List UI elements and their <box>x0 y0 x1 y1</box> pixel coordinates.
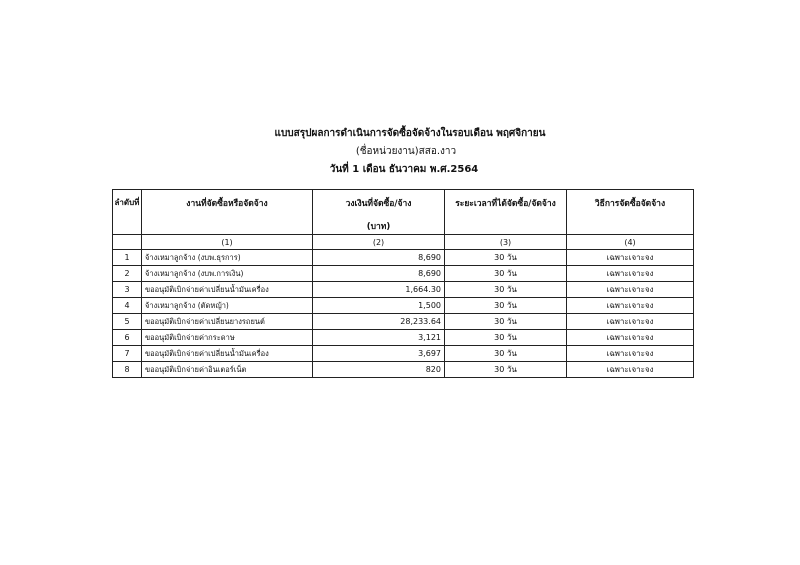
row-method: เฉพาะเจาะจง <box>567 298 694 314</box>
row-period: 30 วัน <box>445 266 567 282</box>
row-task: ขออนุมัติเบิกจ่ายค่าเปลี่ยนยางรถยนต์ <box>142 314 313 330</box>
document-title: แบบสรุปผลการดำเนินการจัดซื้อจัดจ้างในรอบเดือน พฤศจิกายน <box>274 128 546 139</box>
header-period: ระยะเวลาที่ได้จัดซื้อ/จัดจ้าง <box>445 190 567 235</box>
column-number: (1) <box>142 235 313 250</box>
row-number: 5 <box>113 314 142 330</box>
table-row <box>113 314 694 330</box>
row-method: เฉพาะเจาะจง <box>567 266 694 282</box>
row-method: เฉพาะเจาะจง <box>567 282 694 298</box>
table-row <box>113 362 694 378</box>
row-period: 30 วัน <box>445 282 567 298</box>
header-no: ลำดับที่ <box>113 190 142 235</box>
row-amount: 8,690 <box>313 250 445 266</box>
row-amount: 28,233.64 <box>313 314 445 330</box>
table-row <box>113 330 694 346</box>
row-number: 3 <box>113 282 142 298</box>
column-number: (2) <box>313 235 445 250</box>
row-task: ขออนุมัติเบิกจ่ายค่ากระดาษ <box>142 330 313 346</box>
row-task: ขออนุมัติเบิกจ่ายค่าอินเตอร์เน็ต <box>142 362 313 378</box>
column-number-blank <box>113 235 142 250</box>
row-period: 30 วัน <box>445 250 567 266</box>
row-number: 4 <box>113 298 142 314</box>
table-row <box>113 346 694 362</box>
row-task: ขออนุมัติเบิกจ่ายค่าเปลี่ยนน้ำมันเครื่อง <box>142 282 313 298</box>
row-task: ขออนุมัติเบิกจ่ายค่าเปลี่ยนน้ำมันเครื่อง <box>142 346 313 362</box>
header-method: วิธีการจัดซื้อจัดจ้าง <box>567 190 694 235</box>
table-body <box>113 250 694 378</box>
column-number: (3) <box>445 235 567 250</box>
row-task: จ้างเหมาลูกจ้าง (งบพ.ธุรการ) <box>142 250 313 266</box>
table-row <box>113 250 694 266</box>
header-budget-label: วงเงินที่จัดซื้อ/จ้าง <box>345 199 412 209</box>
table-header-row <box>113 190 694 235</box>
row-task: จ้างเหมาลูกจ้าง (ตัดหญ้า) <box>142 298 313 314</box>
row-period: 30 วัน <box>445 330 567 346</box>
row-amount: 3,121 <box>313 330 445 346</box>
row-period: 30 วัน <box>445 298 567 314</box>
header-task: งานที่จัดซื้อหรือจัดจ้าง <box>142 190 313 235</box>
procurement-summary-table <box>112 189 694 378</box>
row-method: เฉพาะเจาะจง <box>567 362 694 378</box>
document-date: วันที่ 1 เดือน ธันวาคม พ.ศ.2564 <box>329 164 479 175</box>
row-task: จ้างเหมาลูกจ้าง (งบพ.การเงิน) <box>142 266 313 282</box>
row-method: เฉพาะเจาะจง <box>567 314 694 330</box>
row-number: 7 <box>113 346 142 362</box>
row-period: 30 วัน <box>445 346 567 362</box>
table-row <box>113 298 694 314</box>
header-budget-unit: (บาท) <box>366 222 391 232</box>
table-row <box>113 282 694 298</box>
row-method: เฉพาะเจาะจง <box>567 346 694 362</box>
row-number: 8 <box>113 362 142 378</box>
row-method: เฉพาะเจาะจง <box>567 330 694 346</box>
row-amount: 820 <box>313 362 445 378</box>
row-period: 30 วัน <box>445 314 567 330</box>
table-row <box>113 266 694 282</box>
column-number: (4) <box>567 235 694 250</box>
column-number-row <box>113 235 694 250</box>
agency-name: (ชื่อหน่วยงาน)สสอ.งาว <box>355 146 457 157</box>
row-amount: 3,697 <box>313 346 445 362</box>
row-amount: 1,664.30 <box>313 282 445 298</box>
row-amount: 8,690 <box>313 266 445 282</box>
row-number: 1 <box>113 250 142 266</box>
row-amount: 1,500 <box>313 298 445 314</box>
row-period: 30 วัน <box>445 362 567 378</box>
row-number: 2 <box>113 266 142 282</box>
header-budget <box>313 190 445 235</box>
row-number: 6 <box>113 330 142 346</box>
row-method: เฉพาะเจาะจง <box>567 250 694 266</box>
